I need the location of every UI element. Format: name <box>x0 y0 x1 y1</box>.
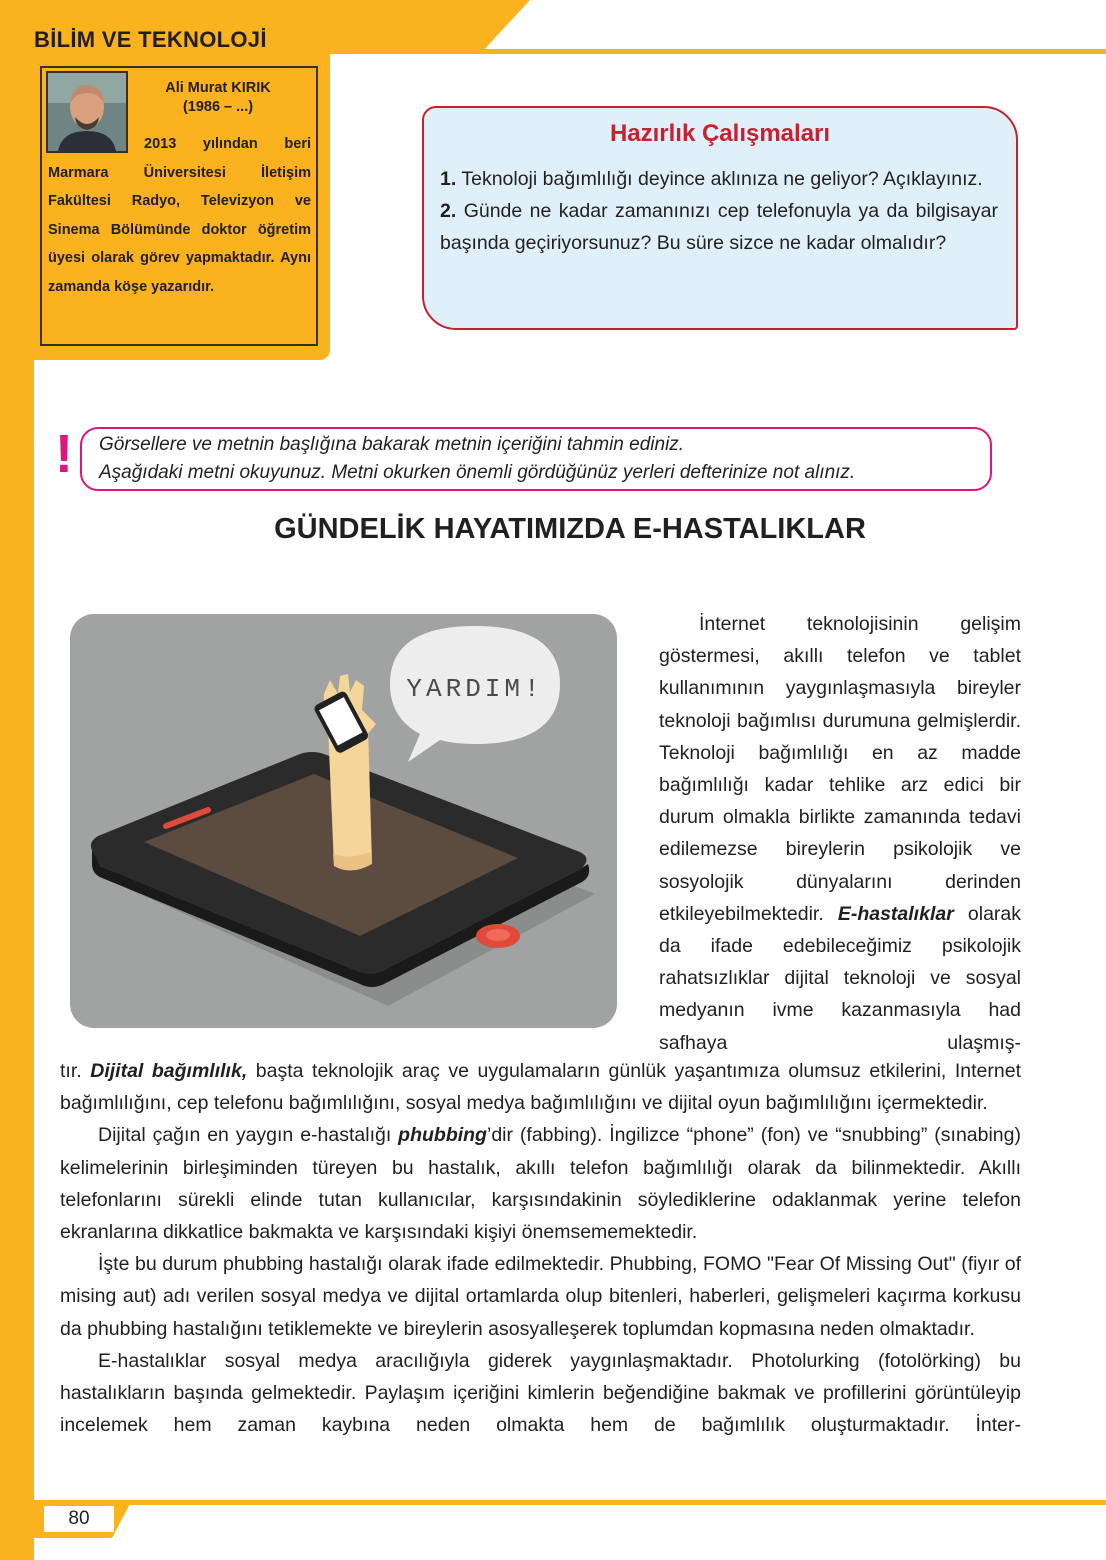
author-bio-rest: Marmara Üniversitesi İletişim Fakültesi Radyo, Televizyon ve Sinema Bölümünde doktor öğretim üyesi olarak görev yapmaktadır. Aynı zamanda köşe yazarıdır. <box>48 164 311 295</box>
article-p1-c: tır. <box>60 1060 82 1082</box>
author-name-block <box>134 79 302 117</box>
section-title: BİLİM VE TEKNOLOJİ <box>34 27 267 52</box>
illustration-speech-text: YARDIM! <box>406 674 544 704</box>
prep-q2-text: Günde ne kadar zamanınızı cep telefonuyla ya da bilgisayar başında geçiriyorsunuz? Bu süre sizce ne kadar olmalıdır? <box>440 200 998 254</box>
page-number: 80 <box>44 1506 114 1532</box>
article-body <box>60 1055 1021 1441</box>
article-p2-b: ’dir (fabbing). İngilizce “phone” (fon) ve “snubbing” (sınabing) kelimelerinin birleşiminden türeyen bu hastalık, akıllı telefon bağımlılığı olarak da bilinmektedir. Akıllı telefonlarını sürekli elinde tutan kullanıcılar, karşısındakinin söylediklerine odaklanmak yerine telefon ekranlarına dikkatlice bakmakta ve karşısındaki kişiyi önemsememektedir. <box>60 1124 1021 1244</box>
note-text <box>99 431 989 487</box>
term-phubbing: phubbing <box>398 1124 487 1147</box>
note-line-2: Aşağıdaki metni okuyunuz. Metni okurken önemli gördüğünüz yerleri defterinize not alınız. <box>99 462 856 483</box>
article-p4: E-hastalıklar sosyal medya aracılığıyla giderek yaygınlaşmaktadır. Photolurking (fotolörking) bu hastalıkların başında gelmektedir. Paylaşım içeriğini kimlerin beğendiğine bakmak ve profillerini görüntüleyip incelemek hem zaman kaybına neden olmakta hem de bağımlılık oluşturmaktadır. İnter- <box>60 1349 1021 1437</box>
left-orange-band <box>0 0 34 1560</box>
phone-illustration <box>70 614 617 1028</box>
prep-title: Hazırlık Çalışmaları <box>609 120 831 147</box>
article-p3: İşte bu durum phubbing hastalığı olarak ifade edilmektedir. Phubbing, FOMO "Fear Of Missing Out" (fiyır of mising aut) adı verilen sosyal medya ve dijital ortamlarda olup bitenleri, haberleri, gelişmeleri kaçırma korkusu da phubbing hastalığını tetiklemekte ve bireylerin asosyalleşerek toplumdan kopmasına neden olmaktadır. <box>60 1253 1021 1340</box>
prep-q1-number: 1. <box>440 168 457 190</box>
prep-box <box>422 106 1018 330</box>
footer-rule <box>34 1500 1106 1505</box>
header-rule <box>470 49 1106 54</box>
article-p1-a: İnternet teknolojisinin gelişim göstermesi, akıllı telefon ve tablet kullanımının yaygınlaşmasıyla bireyler teknoloji bağımlısı durumuna gelmişlerdir. Teknoloji bağımlılığı en az madde bağımlılığı kadar tehlike arz edici bir durum olmakla birlikte zamanında tedavi edilemezse bireylerin psikolojik ve sosyolojik dünyalarını derinden etkileyebilmektedir. <box>659 613 1021 925</box>
term-dijital-bagimlilik: Dijital bağımlılık, <box>90 1060 248 1082</box>
prep-q2-number: 2. <box>440 200 457 222</box>
author-years: (1986 – ...) <box>182 99 254 115</box>
article-p1-cont <box>60 1055 1021 1119</box>
author-name: Ali Murat KIRIK <box>165 80 271 96</box>
article-title: GÜNDELİK HAYATIMIZDA E-HASTALIKLAR <box>274 513 866 545</box>
exclamation-icon: ! <box>55 424 73 484</box>
author-bio-first: 2013 yılından beri <box>144 136 311 152</box>
prep-question-2 <box>440 195 998 259</box>
prep-q1-text: Teknoloji bağımlılığı deyince aklınıza ne geliyor? Açıklayınız. <box>461 168 983 190</box>
article-p2 <box>60 1119 1021 1248</box>
article-p1-b: olarak da ifade edebileceğimiz psikolojik rahatsızlıklar dijital teknoloji ve sosyal medyanın ivme kazanmasıyla had safhaya ulaşmış- <box>659 902 1022 1054</box>
article-intro <box>659 608 1021 1059</box>
note-line-1: Görsellere ve metnin başlığına bakarak metnin içeriğini tahmin ediniz. <box>99 434 685 455</box>
article-p2-a: Dijital çağın en yaygın e-hastalığı <box>98 1124 392 1147</box>
article-p1-d: başta teknolojik araç ve uygulamaların günlük yaşantımıza olumsuz etkilerini, Internet bağımlılığını, cep telefonu bağımlılığını, sosyal medya bağımlılığını ve dijital oyun bağımlılığını içermektedir. <box>60 1060 1022 1115</box>
prep-questions <box>440 163 998 259</box>
prep-question-1 <box>440 163 998 195</box>
term-e-hastaliklar: E-hastalıklar <box>837 902 954 925</box>
author-bio <box>48 130 311 301</box>
